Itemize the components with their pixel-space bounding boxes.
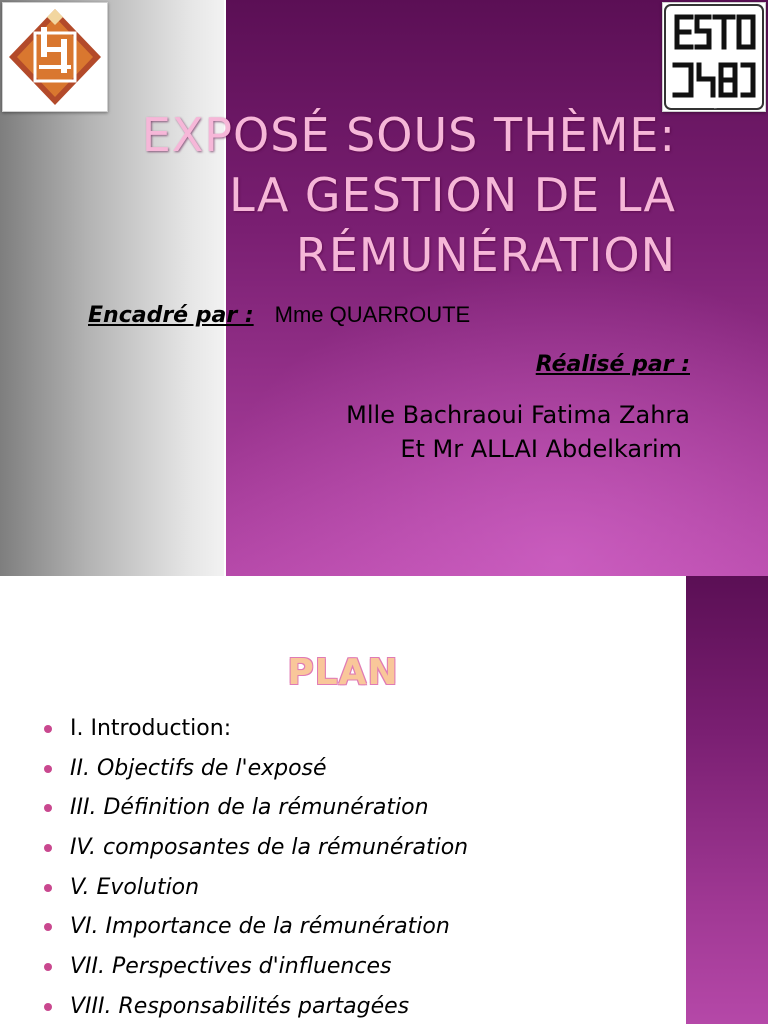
list-item: V. Evolution [40, 875, 468, 915]
bullet-icon [44, 725, 52, 733]
bullet-icon [44, 963, 52, 971]
plan-slide [0, 576, 768, 1024]
list-item: II. Objectifs de l'exposé [40, 756, 468, 796]
bullet-icon [44, 844, 52, 852]
bullet-icon [44, 884, 52, 892]
plan-title: PLAN [287, 652, 399, 693]
university-emblem-icon [2, 2, 108, 112]
list-item: VIII. Responsabilités partagées [40, 994, 468, 1024]
supervisor-line [88, 302, 470, 328]
authors-label: Réalisé par : [535, 352, 690, 377]
supervisor-name: Mme QUARROUTE [274, 302, 471, 327]
author-1: Mlle Bachraoui Fatima Zahra [346, 401, 690, 429]
purple-side-band [686, 576, 768, 1024]
list-item: I. Introduction: [40, 716, 468, 756]
panel-divider [224, 0, 226, 576]
plan-list [40, 716, 468, 1024]
list-item: VII. Perspectives d'influences [40, 954, 468, 994]
bullet-icon [44, 1003, 52, 1011]
bullet-icon [44, 923, 52, 931]
esto-logo [662, 2, 766, 112]
title-line-3: RÉMUNÉRATION [295, 228, 676, 282]
bullet-icon [44, 804, 52, 812]
author-2: Et Mr ALLAI Abdelkarim [400, 435, 682, 463]
authors-block [346, 398, 690, 466]
bullet-icon [44, 765, 52, 773]
title-line-1: EXPOSÉ SOUS THÈME: [141, 108, 676, 162]
list-item: VI. Importance de la rémunération [40, 914, 468, 954]
title-line-2: LA GESTION DE LA [229, 168, 676, 222]
list-item: IV. composantes de la rémunération [40, 835, 468, 875]
supervisor-label: Encadré par : [88, 303, 254, 328]
list-item: III. Définition de la rémunération [40, 795, 468, 835]
esto-logo-text: ESTO [714, 109, 717, 110]
